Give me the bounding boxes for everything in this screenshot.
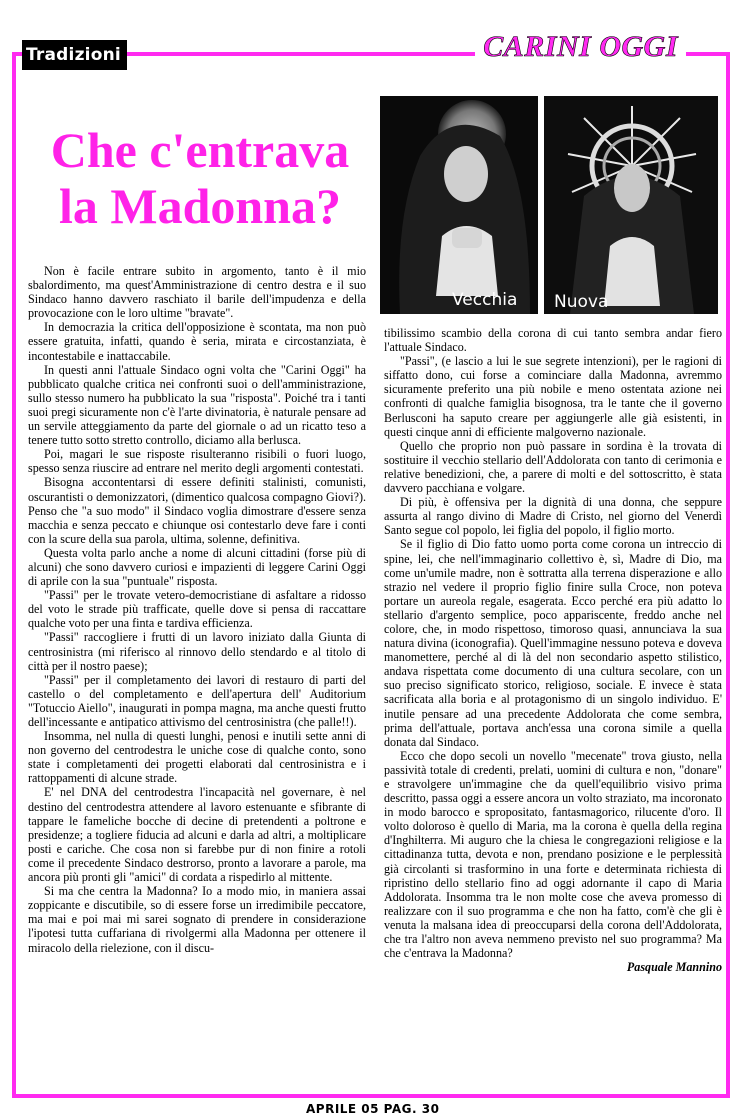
madonna-old-image [380,96,538,314]
paragraph: In democrazia la critica dell'opposizione è scontata, ma non può essere gratuita, infatti, quando è seria, mirata e circostanziata, è incontestabile e inattaccabile. [28,320,366,363]
caption-new: Nuova [554,292,609,312]
photo-old-crown [380,96,538,314]
article-title [30,122,370,234]
paragraph: Si ma che centra la Madonna? Io a modo mio, in maniera assai zoppicante e discutibile, so di essere forse un irredimibile peccatore, ma mai e poi mai mi sarei sognato di prendere in considerazione l'ipotesi tutta cuffariana di rivolgermi alla Madonna per ottenere il miracolo della rielezione, con il discu- [28,884,366,955]
paragraph: "Passi" per il completamento dei lavori di restauro di parti del castello o del completamento e dell'apertura dell' Auditorium "Totuccio Aiello", inaugurati in pompa magna, ma anche questi frutto dell'incessante e antipatico attivismo del centrosinistra (che palle!!). [28,672,366,729]
article-title-line-2: la Madonna? [58,178,341,234]
paragraph: "Passi" raccogliere i frutti di un lavoro iniziato dalla Giunta di centrosinistra (mi riferisco al rinnovo dello stendardo e al titolo di città per il nostro paese); [28,630,366,673]
section-label: Tradizioni [22,40,127,70]
paragraph: Insomma, nel nulla di questi lunghi, penosi e inutili sette anni di non governo del centrodestra le uniche cose di qualche conto, sono state i completamenti dei progetti elaborati dal centrosinistra e i rattoppamenti di alcune strade. [28,729,366,786]
caption-old: Vecchia [452,290,518,310]
paragraph: Questa volta parlo anche a nome di alcuni cittadini (forse più di alcuni) che sono davvero curiosi e impazienti di leggere Carini Oggi di aprile con la sua "puntuale" risposta. [28,545,366,589]
paragraph: Quello che proprio non può passare in sordina è la trovata di sostituire il vecchio stellario dell'Addolorata con tanto di cerimonia e relative benedizioni, che, a parere di molti e del sottoscritto, è stata davvero pacchiana e volgare. [384,438,722,496]
madonna-new-image [544,96,718,314]
article-author: Pasquale Mannino [626,960,722,975]
paragraph: E' nel DNA del centrodestra l'incapacità nel governare, è nel destino del centrodestra attendere al lavoro estenuante e sfibrante di tappare le fameliche bocche di decine di pretendenti a poltrone e presidenze; a togliere fiducia ad alcuni e darla ad altri, a moltiplicare posti e cariche. Che cosa non si farebbe pur di non finire a rotoli come il precedente Sindaco destrorso, pronto a lavorare a parole, ma ancora più pronti gli "amici" di cordata a rispedirlo al mittente. [28,785,366,885]
masthead: CARINI OGGI [475,30,686,64]
paragraph: Poi, magari le sue risposte risulteranno risibili o fuori luogo, spesso senza riuscire ad entrare nel merito degli argomenti contestati. [28,447,366,476]
paragraph: Ecco che dopo secoli un novello "mecenate" trova giusto, nella passività totale di credenti, prelati, uomini di cultura e non, "donare" e stravolgere un'immagine che da quell'equilibrio visivo prima descritto, passa oggi a essere ancora un volto straziato, ma incoronato in modo barocco e spropositato, fantasmagorico, rilucente d'oro. Il volto doloroso è quello di Maria, ma la corona è quella della regina d'Inghilterra. Mi auguro che la chiesa le congregazioni religiose e la cittadinanza tutta, devota e non, prendano posizione e le perplessità già circolanti si trasformino in una forte e determinata richiesta di ripristino dello stellario fino ad oggi adornante il capo di Maria Addolorata. Insomma tra le non molte cose che aveva promesso di realizzare con il suo programma e che non ha fatto, com'è che gli è venuta la malsana idea di preoccuparsi della corona dell'Addolorata, che tra l'altro non aveva nemmeno previsto nel suo programma? Ma che c'entrava la Madonna? [384,748,722,961]
page-footer: APRILE 05 PAG. 30 [306,1102,440,1116]
article-column-left [28,264,366,955]
paragraph: In questi anni l'attuale Sindaco ogni volta che "Carini Oggi" ha pubblicato qualche critica nei confronti suoi o dell'amministrazione, sullo stesso numero ha pubblicato la sua "risposta". Poiché tra i tanti suoi pregi sicuramente non c'è l'arte divinatoria, è naturale pensare ad un servile atteggiamento da parte del giornale o ad un ricatto teso a tenere tutto sotto stretto controllo, diciamo alla berlusca. [28,362,366,448]
paragraph: Non è facile entrare subito in argomento, tanto è il mio sbalordimento, ma quest'Amministrazione di centro destra e il suo Sindaco hanno davvero raschiato il barile dell'impudenza e della provocazione con le loro ultime "bravate". [28,264,366,321]
paragraph: Bisogna accontentarsi di essere definiti stalinisti, comunisti, oscurantisti o demonizzatori, (dimentico qualcosa compagno Giovi?). Penso che "a suo modo" il Sindaco voglia dimostrare d'essere senza macchia e senza peccato e chiunque osi contestarlo deve fare i conti con la scure della sua parola, ultima, solenne, definitiva. [28,475,366,546]
photo-new-crown [544,96,718,314]
paragraph: Di più, è offensiva per la dignità di una donna, che seppure assurta al rango divino di Madre di Cristo, nel giorno del Venerdì Santo segue col popolo, lei figlia del popolo, il figlio morto. [384,495,722,538]
article-title-line-1: Che c'entrava [50,122,350,178]
paragraph: "Passi", (e lascio a lui le sue segrete intenzioni), per le ragioni di siffatto dono, cui forse a cominciare dalla Madonna, avremmo sicuramente preferito una più nobile e meno ostentata azione nei confronti di qualche famiglia bisognosa, tra le tante che il governo Berlusconi ha saputo creare per aggiungerle alle già esistenti, in questi cinque anni di efficiente malgoverno nazionale. [384,354,722,439]
paragraph: "Passi" per le trovate vetero-democristiane di asfaltare a ridosso del voto le strade più trafficate, quelle dove si pensa di raccattare qualche voto per una finta e tardiva efficienza. [28,588,366,631]
paragraph: Se il figlio di Dio fatto uomo porta come corona un intreccio di spine, lei, che nell'immaginario collettivo è, sì, Madre di Dio, ma come un'umile madre, non è sottratta alla terrena disperazione e allo strazio nel vedere il proprio figlio finire sulla Croce, non poteva portare un aureola regale, esagerata. Ecco perché era più adatto lo stellario d'argento semplice, poco appariscente, freddo anche nel colore, che, in modo rispettoso, timoroso quasi, annunciava la sua natura divina (iconografia). Quell'immagine nessuno poteva e doveva manomettere, perché al di là del non secondario aspetto stilistico, andava rispettata come documento di una cultura secolare, con un suo preciso significato storico, religioso, sociale. E invece è stata sacrificata alla boria e al protagonismo di un singolo individuo. E' inutile pensare ad una precedente Addolorata che come sembra, prima dell'attuale, portava anch'essa una corona simile a quella donata dal Sindaco. [384,537,722,749]
article-column-right [384,326,722,974]
paragraph-continuation: tibilissimo scambio della corona di cui tanto sembra andar fiero l'attuale Sindaco. [384,326,722,355]
